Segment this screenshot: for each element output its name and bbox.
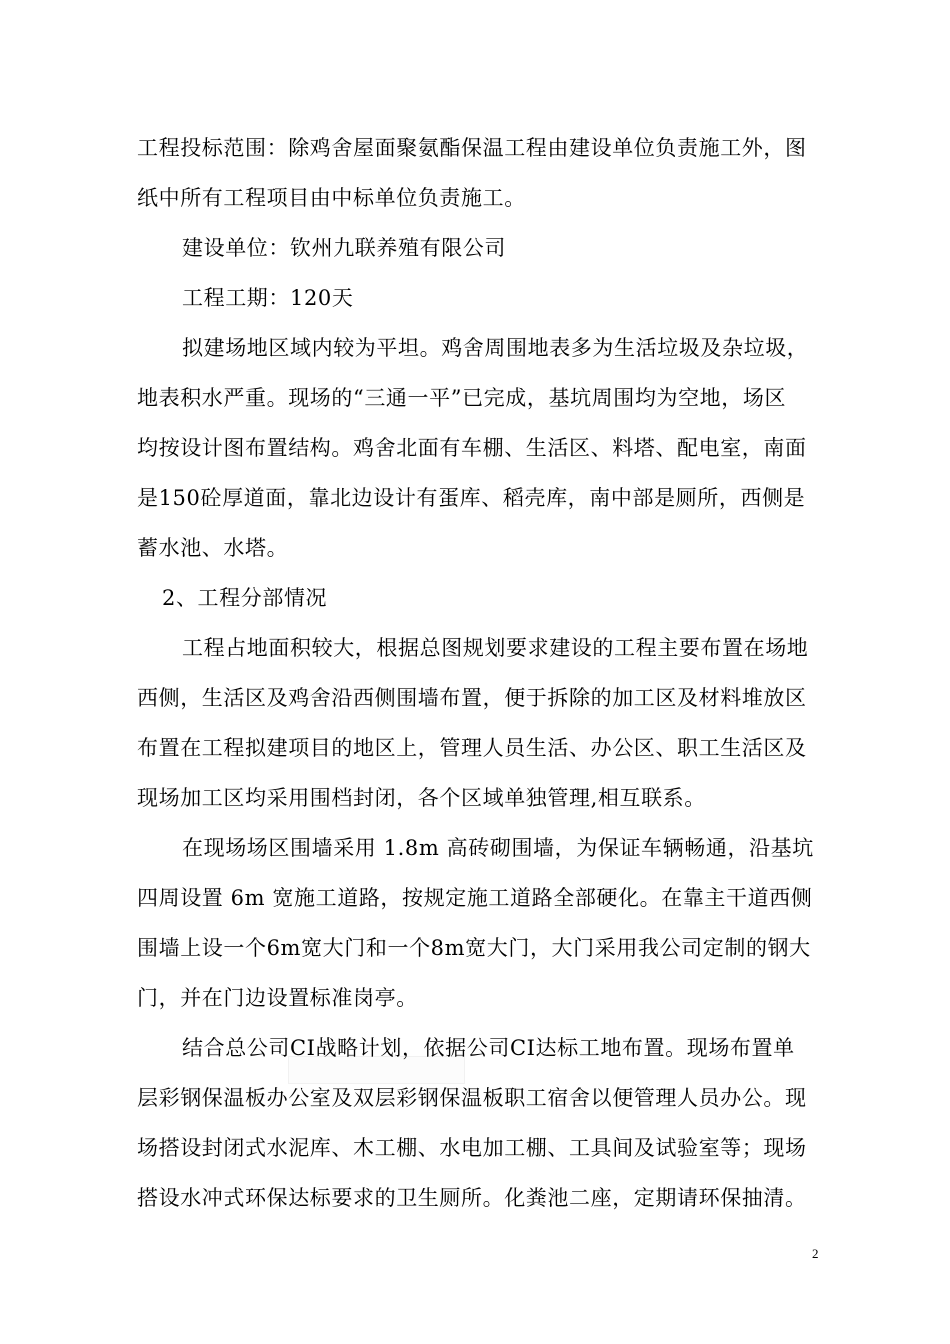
paragraph-line: 场搭设封闭式水泥库、木工棚、水电加工棚、工具间及试验室等；现场	[137, 1136, 807, 1160]
paragraph-line: 拟建场地区域内较为平坦。鸡舍周围地表多为生活垃圾及杂垃圾，	[182, 336, 809, 360]
section-heading: 2、工程分部情况	[162, 586, 328, 610]
duration-line: 工程工期：120天	[182, 286, 354, 310]
paragraph-line: 四周设置 6m 宽施工道路，按规定施工道路全部硬化。在靠主干道西侧	[137, 886, 813, 910]
paragraph-line: 地表积水严重。现场的“三通一平”已完成，基坑周围均为空地，场区	[137, 386, 787, 410]
paragraph-line: 是150砼厚道面，靠北边设计有蛋库、稻壳库，南中部是厕所，西侧是	[137, 486, 806, 510]
paragraph-line: 搭设水冲式环保达标要求的卫生厕所。化粪池二座，定期请环保抽清。	[137, 1186, 807, 1210]
paragraph-line: 围墙上设一个6m宽大门和一个8m宽大门，大门采用我公司定制的钢大	[137, 936, 811, 960]
paragraph-line: 西侧，生活区及鸡舍沿西侧围墙布置，便于拆除的加工区及材料堆放区	[137, 686, 807, 710]
page-number: 2	[812, 1246, 819, 1261]
paragraph-line: 蓄水池、水塔。	[137, 536, 289, 560]
paragraph-line: 在现场场区围墙采用 1.8m 高砖砌围墙，为保证车辆畅通，沿基坑	[182, 836, 814, 860]
paragraph-line: 层彩钢保温板办公室及双层彩钢保温板职工宿舍以便管理人员办公。现	[137, 1086, 807, 1110]
paragraph-line: 布置在工程拟建项目的地区上，管理人员生活、办公区、职工生活区及	[137, 736, 807, 760]
paragraph-line: 均按设计图布置结构。鸡舍北面有车棚、生活区、料塔、配电室，南面	[137, 436, 807, 460]
paragraph-line: 工程占地面积较大，根据总图规划要求建设的工程主要布置在场地	[182, 636, 809, 660]
paragraph-line: 工程投标范围：除鸡舍屋面聚氨酯保温工程由建设单位负责施工外，图	[137, 136, 807, 160]
paragraph-line: 门，并在门边设置标准岗亭。	[137, 986, 418, 1010]
owner-line: 建设单位：钦州九联养殖有限公司	[182, 236, 506, 260]
paragraph-line: 纸中所有工程项目由中标单位负责施工。	[137, 186, 526, 210]
paragraph-line: 结合总公司CI战略计划，依据公司CI达标工地布置。现场布置单	[182, 1036, 795, 1060]
paragraph-line: 现场加工区均采用围档封闭，各个区域单独管理,相互联系。	[137, 786, 706, 810]
